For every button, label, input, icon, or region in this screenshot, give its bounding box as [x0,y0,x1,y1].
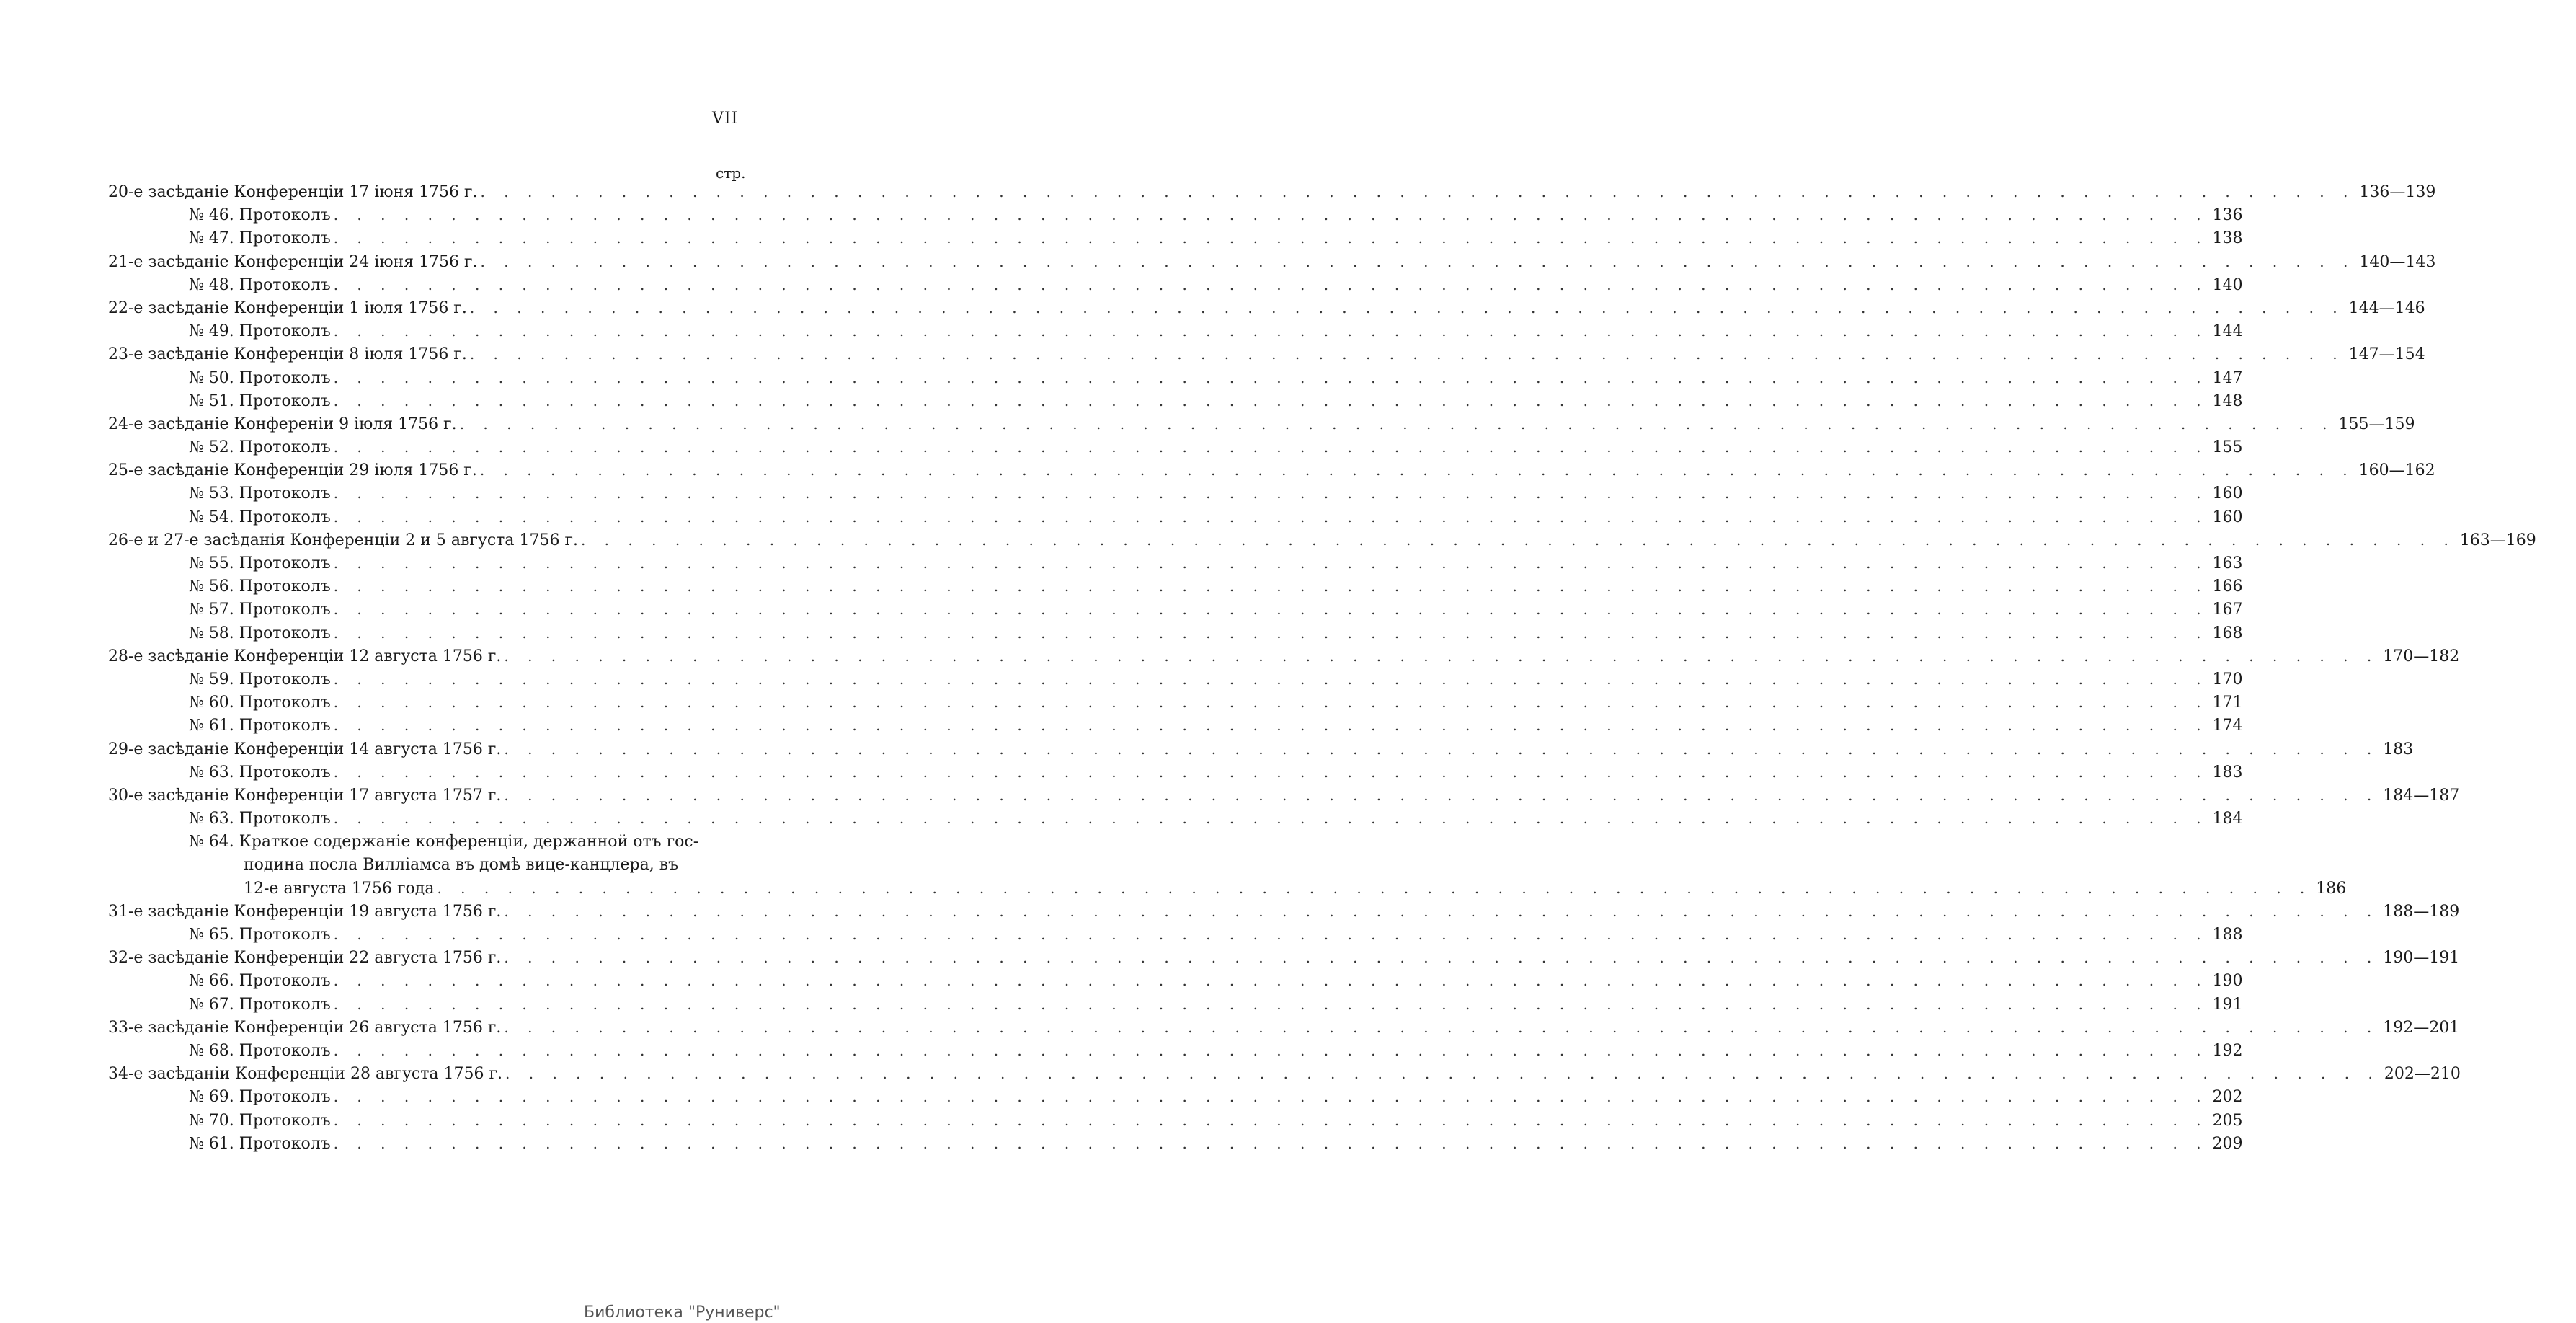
toc-entry-page: 209 [2212,1134,2243,1153]
dot-leader: . . . . . . . . . . . . . . . . . . . . . . . . . . . . . . . . . . . . . . . . . . . . . . . . . . . . . . . . . . . . . . . . . . . . . . . . . . . . . . . . [333,972,2208,990]
toc-entry-page: 174 [2212,717,2243,735]
toc-entry-page: 183 [2383,740,2414,758]
toc-row [108,761,2243,784]
dot-leader: . . . . . . . . . . . . . . . . . . . . . . . . . . . . . . . . . . . . . . . . . . . . . . . . . . . . . . . . . . . . . . . . . . . . . . . . . . . . . . . . [333,670,2208,688]
toc-row [108,691,2243,714]
toc-row [108,528,2536,552]
toc-entry-page: 163 [2212,554,2243,572]
toc-entry-page: 183 [2212,763,2243,782]
toc-entry-text: 30-е засѣданіе Конференціи 17 августа 1757 г. [108,786,502,805]
toc-entry-page: 186 [2316,879,2347,898]
toc-entry-page: 147 [2212,368,2243,387]
toc-row [108,923,2243,946]
dot-leader: . . . . . . . . . . . . . . . . . . . . . . . . . . . . . . . . . . . . . . . . . . . . . . . . . . . . . . . . . . . . . . . . . . . . . . . . . . . . . . . . [505,1065,2380,1083]
toc-entry-page: 190 [2212,972,2243,991]
toc-row [108,714,2243,737]
dot-leader: . . . . . . . . . . . . . . . . . . . . . . . . . . . . . . . . . . . . . . . . . . . . . . . . . . . . . . . . . . . . . . . . . . . . . . . . . . . . . . . . [333,763,2208,781]
toc-entry-text: № 60. Протоколъ [189,694,331,712]
toc-entry-text: № 68. Протоколъ [189,1041,331,1060]
dot-leader: . . . . . . . . . . . . . . . . . . . . . . . . . . . . . . . . . . . . . . . . . . . . . . . . . . . . . . . . . . . . . . . . . . . . . . . . . . . . . . . . [504,647,2379,665]
toc-entry-page: 190—191 [2383,949,2460,968]
toc-row [108,993,2243,1016]
toc-entry-page: 160 [2212,484,2243,503]
toc-row [108,830,757,853]
toc-row [108,645,2460,668]
toc-entry-text: № 51. Протоколъ [189,391,331,410]
toc-entry-page: 202—210 [2384,1065,2461,1084]
toc-row [108,552,2243,575]
toc-entry-page: 170 [2212,670,2243,689]
toc-entry-text: № 66. Протоколъ [189,972,331,991]
dot-leader: . . . . . . . . . . . . . . . . . . . . . . . . . . . . . . . . . . . . . . . . . . . . . . . . . . . . . . . . . . . . . . . . . . . . . . . . . . . . . . . . [480,252,2355,270]
toc-entry-text: № 47. Протоколъ [189,229,331,248]
page-number: VII [712,110,739,128]
toc-entry-page: 188—189 [2383,902,2460,921]
dot-leader: . . . . . . . . . . . . . . . . . . . . . . . . . . . . . . . . . . . . . . . . . . . . . . . . . . . . . . . . . . . . . . . . . . . . . . . . . . . . . . . . [333,438,2208,456]
dot-leader: . . . . . . . . . . . . . . . . . . . . . . . . . . . . . . . . . . . . . . . . . . . . . . . . . . . . . . . . . . . . . . . . . . . . . . . . . . . . . . . . [504,949,2379,967]
toc-entry-page: 160—162 [2358,461,2435,480]
toc-entry-text: 23-е засѣданіе Конференціи 8 іюля 1756 г. [108,345,467,364]
toc-entry-text: 32-е засѣданіе Конференціи 22 августа 1756 г. [108,949,502,968]
toc-entry-text: 34-е засѣданіи Конференціи 28 августа 1756 г. [108,1065,503,1084]
toc-row [108,250,2436,273]
dot-leader: . . . . . . . . . . . . . . . . . . . . . . . . . . . . . . . . . . . . . . . . . . . . . . . . . . . . . . . . . . . . . . . . . . . . . . . . . . . . . . . . [504,786,2379,804]
toc-row [108,180,2436,203]
toc-row [108,203,2243,226]
toc-row [108,459,2435,482]
toc-entry-text: подина посла Вилліамса въ домѣ вице-канцлера, въ [244,856,679,875]
toc-entry-page: 136—139 [2359,183,2436,201]
toc-entry-text: № 58. Протоколъ [189,624,331,642]
toc-entry-page: 167 [2212,601,2243,619]
toc-entry-text: 12-е августа 1756 года [244,879,435,898]
toc-row [108,412,2415,435]
toc-row [108,319,2243,342]
toc-entry-text: № 61. Протоколъ [189,717,331,735]
dot-leader: . . . . . . . . . . . . . . . . . . . . . . . . . . . . . . . . . . . . . . . . . . . . . . . . . . . . . . . . . . . . . . . . . . . . . . . . . . . . . . . . [333,694,2208,712]
toc-entry-page: 140 [2212,275,2243,294]
toc-entry-page: 188 [2212,926,2243,944]
dot-leader: . . . . . . . . . . . . . . . . . . . . . . . . . . . . . . . . . . . . . . . . . . . . . . . . . . . . . . . . . . . . . . . . . . . . . . . . . . . . . . . . [333,1041,2208,1059]
dot-leader: . . . . . . . . . . . . . . . . . . . . . . . . . . . . . . . . . . . . . . . . . . . . . . . . . . . . . . . . . . . . . . . . . . . . . . . . . . . . . . . . [580,531,2456,549]
toc-entry-text: 28-е засѣданіе Конференціи 12 августа 1756 г. [108,647,502,665]
dot-leader: . . . . . . . . . . . . . . . . . . . . . . . . . . . . . . . . . . . . . . . . . . . . . . . . . . . . . . . . . . . . . . . . . . . . . . . . . . . . . . . . [459,415,2335,433]
toc-entry-text: № 57. Протоколъ [189,601,331,619]
toc-entry-page: 192—201 [2383,1018,2460,1037]
dot-leader: . . . . . . . . . . . . . . . . . . . . . . . . . . . . . . . . . . . . . . . . . . . . . . . . . . . . . . . . . . . . . . . . . . . . . . . . . . . . . . . . [333,1111,2208,1129]
toc-row [108,389,2243,412]
dot-leader: . . . . . . . . . . . . . . . . . . . . . . . . . . . . . . . . . . . . . . . . . . . . . . . . . . . . . . . . . . . . . . . . . . . . . . . . . . . . . . . . [333,275,2208,293]
toc-entry-text: № 56. Протоколъ [189,578,331,596]
dot-leader: . . . . . . . . . . . . . . . . . . . . . . . . . . . . . . . . . . . . . . . . . . . . . . . . . . . . . . . . . . . . . . . . . . . . . . . . . . . . . . . . [504,1018,2379,1036]
toc-row [108,1132,2243,1155]
toc-entry-page: 205 [2212,1111,2243,1130]
toc-entry-text: 29-е засѣданіе Конференціи 14 августа 1756 г. [108,740,502,758]
toc-entry-page: 138 [2212,229,2243,248]
toc-entry-page: 160 [2212,508,2243,526]
dot-leader: . . . . . . . . . . . . . . . . . . . . . . . . . . . . . . . . . . . . . . . . . . . . . . . . . . . . . . . . . . . . . . . . . . . . . . . . . . . . . . . . [333,810,2208,828]
toc-entry-page: 192 [2212,1041,2243,1060]
dot-leader: . . . . . . . . . . . . . . . . . . . . . . . . . . . . . . . . . . . . . . . . . . . . . . . . . . . . . . . . . . . . . . . . . . . . . . . . . . . . . . . . [469,345,2345,363]
toc-entry-page: 147—154 [2348,345,2425,364]
toc-entry-text: 25-е засѣданіе Конференціи 29 іюля 1756 г. [108,461,477,480]
toc-row [108,621,2243,645]
watermark: Библиотека "Руниверс" [584,1304,781,1322]
toc-row [108,1062,2461,1085]
toc-row [108,482,2243,505]
dot-leader: . . . . . . . . . . . . . . . . . . . . . . . . . . . . . . . . . . . . . . . . . . . . . . . . . . . . . . . . . . . . . . . . . . . . . . . . . . . . . . . . [333,322,2208,340]
dot-leader: . . . . . . . . . . . . . . . . . . . . . . . . . . . . . . . . . . . . . . . . . . . . . . . . . . . . . . . . . . . . . . . . . . . . . . . . . . . . . . . . [333,484,2208,503]
toc-entry-page: 184 [2212,810,2243,828]
toc-entry-text: № 48. Протоколъ [189,275,331,294]
toc-row [108,784,2460,807]
toc-row [108,342,2425,366]
toc-entry-text: № 70. Протоколъ [189,1111,331,1130]
toc-row [108,435,2243,459]
toc-entry-text: № 49. Протоколъ [189,322,331,341]
toc-row [108,900,2460,923]
dot-leader: . . . . . . . . . . . . . . . . . . . . . . . . . . . . . . . . . . . . . . . . . . . . . . . . . . . . . . . . . . . . . . . . . . . . . . . . . . . . . . . . [333,391,2208,410]
dot-leader: . . . . . . . . . . . . . . . . . . . . . . . . . . . . . . . . . . . . . . . . . . . . . . . . . . . . . . . . . . . . . . . . . . . . . . . . . . . . . . . . [333,926,2208,943]
toc-entry-text: № 52. Протоколъ [189,438,331,457]
toc-entry-page: 191 [2212,995,2243,1014]
dot-leader: . . . . . . . . . . . . . . . . . . . . . . . . . . . . . . . . . . . . . . . . . . . . . . . . . . . . . . . . . . . . . . . . . . . . . . . . . . . . . . . . [437,879,2312,897]
dot-leader: . . . . . . . . . . . . . . . . . . . . . . . . . . . . . . . . . . . . . . . . . . . . . . . . . . . . . . . . . . . . . . . . . . . . . . . . . . . . . . . . [333,368,2208,386]
toc-entry-page: 136 [2212,206,2243,225]
toc-entry-page: 168 [2212,624,2243,642]
toc-entry-text: № 54. Протоколъ [189,508,331,526]
dot-leader: . . . . . . . . . . . . . . . . . . . . . . . . . . . . . . . . . . . . . . . . . . . . . . . . . . . . . . . . . . . . . . . . . . . . . . . . . . . . . . . . [333,1134,2208,1152]
toc-entry-page: 140—143 [2359,252,2436,271]
toc-entry-text: № 69. Протоколъ [189,1088,331,1107]
dot-leader: . . . . . . . . . . . . . . . . . . . . . . . . . . . . . . . . . . . . . . . . . . . . . . . . . . . . . . . . . . . . . . . . . . . . . . . . . . . . . . . . [504,740,2379,758]
toc-entry-page: 166 [2212,578,2243,596]
toc-row [108,598,2243,621]
dot-leader: . . . . . . . . . . . . . . . . . . . . . . . . . . . . . . . . . . . . . . . . . . . . . . . . . . . . . . . . . . . . . . . . . . . . . . . . . . . . . . . . [333,229,2208,247]
toc-entry-text: № 46. Протоколъ [189,206,331,225]
toc-entry-page: 148 [2212,391,2243,410]
toc-row [108,296,2425,319]
column-header: стр. [716,164,746,182]
dot-leader: . . . . . . . . . . . . . . . . . . . . . . . . . . . . . . . . . . . . . . . . . . . . . . . . . . . . . . . . . . . . . . . . . . . . . . . . . . . . . . . . [333,995,2208,1013]
dot-leader: . . . . . . . . . . . . . . . . . . . . . . . . . . . . . . . . . . . . . . . . . . . . . . . . . . . . . . . . . . . . . . . . . . . . . . . . . . . . . . . . [333,206,2208,224]
toc-entry-text: 31-е засѣданіе Конференціи 19 августа 1756 г. [108,902,502,921]
toc-row [108,575,2243,598]
toc-row [108,946,2460,969]
toc-row [108,738,2414,761]
toc-entry-page: 163—169 [2459,531,2536,549]
toc-row [108,1016,2460,1039]
toc-entry-text: № 53. Протоколъ [189,484,331,503]
toc-row [108,853,757,876]
dot-leader: . . . . . . . . . . . . . . . . . . . . . . . . . . . . . . . . . . . . . . . . . . . . . . . . . . . . . . . . . . . . . . . . . . . . . . . . . . . . . . . . [333,554,2208,572]
toc-entry-text: № 65. Протоколъ [189,926,331,944]
dot-leader: . . . . . . . . . . . . . . . . . . . . . . . . . . . . . . . . . . . . . . . . . . . . . . . . . . . . . . . . . . . . . . . . . . . . . . . . . . . . . . . . [469,298,2345,317]
toc-row [108,668,2243,691]
toc-row [108,1039,2243,1062]
dot-leader: . . . . . . . . . . . . . . . . . . . . . . . . . . . . . . . . . . . . . . . . . . . . . . . . . . . . . . . . . . . . . . . . . . . . . . . . . . . . . . . . [333,1088,2208,1106]
toc-entry-page: 170—182 [2383,647,2460,665]
toc-row [108,366,2243,389]
toc-entry-text: № 63. Протоколъ [189,810,331,828]
dot-leader: . . . . . . . . . . . . . . . . . . . . . . . . . . . . . . . . . . . . . . . . . . . . . . . . . . . . . . . . . . . . . . . . . . . . . . . . . . . . . . . . [333,717,2208,735]
toc-entry-text: 22-е засѣданіе Конференціи 1 іюля 1756 г. [108,298,467,317]
toc-row [108,226,2243,249]
toc-entry-text: № 67. Протоколъ [189,995,331,1014]
toc-entry-text: 20-е засѣданіе Конференціи 17 іюня 1756 г. [108,183,478,201]
toc-entry-text: № 64. Краткое содержаніе конференціи, держанной отъ гос- [189,833,699,851]
toc-entry-page: 202 [2212,1088,2243,1107]
toc-entry-text: 21-е засѣданіе Конференціи 24 іюня 1756 г. [108,252,478,271]
toc-row [108,1109,2243,1132]
dot-leader: . . . . . . . . . . . . . . . . . . . . . . . . . . . . . . . . . . . . . . . . . . . . . . . . . . . . . . . . . . . . . . . . . . . . . . . . . . . . . . . . [333,508,2208,526]
toc-entry-text: № 55. Протоколъ [189,554,331,572]
toc-row [108,1085,2243,1108]
dot-leader: . . . . . . . . . . . . . . . . . . . . . . . . . . . . . . . . . . . . . . . . . . . . . . . . . . . . . . . . . . . . . . . . . . . . . . . . . . . . . . . . [333,624,2208,642]
toc-entry-page: 144—146 [2348,298,2425,317]
table-of-contents [108,180,2536,1155]
toc-entry-page: 144 [2212,322,2243,341]
toc-row [108,969,2243,992]
toc-entry-text: 24-е засѣданіе Конференіи 9 іюля 1756 г. [108,415,457,433]
dot-leader: . . . . . . . . . . . . . . . . . . . . . . . . . . . . . . . . . . . . . . . . . . . . . . . . . . . . . . . . . . . . . . . . . . . . . . . . . . . . . . . . [479,461,2355,479]
toc-entry-text: 26-е и 27-е засѣданія Конференціи 2 и 5 августа 1756 г. [108,531,578,549]
dot-leader: . . . . . . . . . . . . . . . . . . . . . . . . . . . . . . . . . . . . . . . . . . . . . . . . . . . . . . . . . . . . . . . . . . . . . . . . . . . . . . . . [504,902,2379,920]
toc-entry-text: № 63. Протоколъ [189,763,331,782]
dot-leader: . . . . . . . . . . . . . . . . . . . . . . . . . . . . . . . . . . . . . . . . . . . . . . . . . . . . . . . . . . . . . . . . . . . . . . . . . . . . . . . . [480,183,2355,200]
toc-entry-text: 33-е засѣданіе Конференціи 26 августа 1756 г. [108,1018,502,1037]
toc-row [108,877,2347,900]
toc-entry-page: 184—187 [2383,786,2460,805]
toc-row [108,807,2243,830]
toc-entry-text: № 61. Протоколъ [189,1134,331,1153]
toc-entry-page: 155 [2212,438,2243,457]
toc-entry-page: 155—159 [2338,415,2415,433]
dot-leader: . . . . . . . . . . . . . . . . . . . . . . . . . . . . . . . . . . . . . . . . . . . . . . . . . . . . . . . . . . . . . . . . . . . . . . . . . . . . . . . . [333,578,2208,596]
toc-entry-text: № 50. Протоколъ [189,368,331,387]
dot-leader: . . . . . . . . . . . . . . . . . . . . . . . . . . . . . . . . . . . . . . . . . . . . . . . . . . . . . . . . . . . . . . . . . . . . . . . . . . . . . . . . [333,601,2208,619]
toc-entry-page: 171 [2212,694,2243,712]
toc-row [108,273,2243,296]
toc-row [108,505,2243,528]
toc-entry-text: № 59. Протоколъ [189,670,331,689]
